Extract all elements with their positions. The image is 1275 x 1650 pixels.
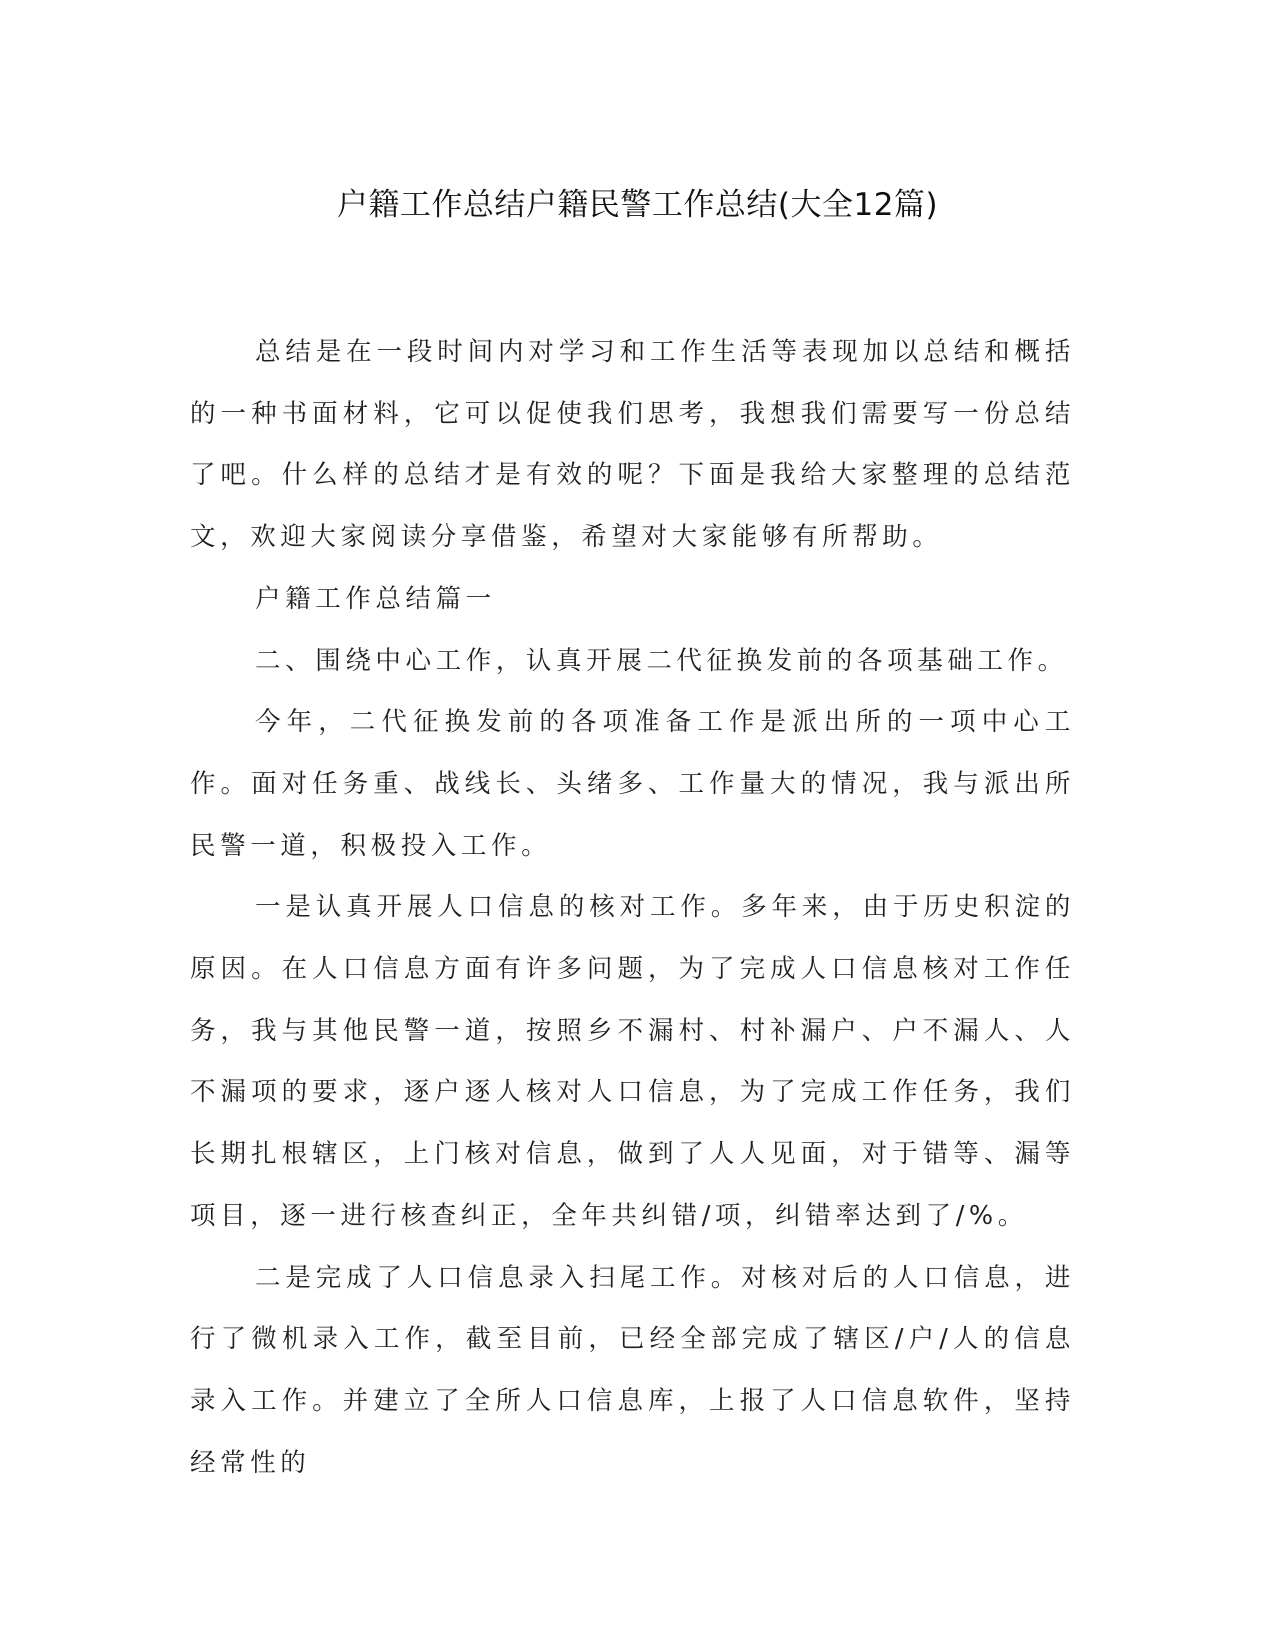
paragraph-this-year: 今年，二代征换发前的各项准备工作是派出所的一项中心工作。面对任务重、战线长、头绪多、工作量大的情况，我与派出所民警一道，积极投入工作。: [190, 707, 1075, 861]
document-title: 户籍工作总结户籍民警工作总结(大全12篇): [336, 187, 939, 223]
document-body: [190, 322, 1075, 1494]
section-heading: 户籍工作总结篇一: [255, 583, 496, 614]
paragraph-first: 一是认真开展人口信息的核对工作。多年来，由于历史积淀的原因。在人口信息方面有许多问题，为了完成人口信息核对工作任务，我与其他民警一道，按照乡不漏村、村补漏户、户不漏人、人不漏项的要求，逐户逐人核对人口信息，为了完成工作任务，我们长期扎根辖区，上门核对信息，做到了人人见面，对于错等、漏等项目，逐一进行核查纠正，全年共纠错/项，纠错率达到了/%。: [190, 892, 1075, 1231]
paragraph-point-2: 二、围绕中心工作，认真开展二代征换发前的各项基础工作。: [255, 645, 1068, 676]
paragraph-second: 二是完成了人口信息录入扫尾工作。对核对后的人口信息，进行了微机录入工作，截至目前，已经全部完成了辖区/户/人的信息录入工作。并建立了全所人口信息库，上报了人口信息软件，坚持经常性的: [190, 1262, 1075, 1478]
paragraph-intro: 总结是在一段时间内对学习和工作生活等表现加以总结和概括的一种书面材料，它可以促使我们思考，我想我们需要写一份总结了吧。什么样的总结才是有效的呢？下面是我给大家整理的总结范文，欢迎大家阅读分享借鉴，希望对大家能够有所帮助。: [190, 337, 1075, 553]
